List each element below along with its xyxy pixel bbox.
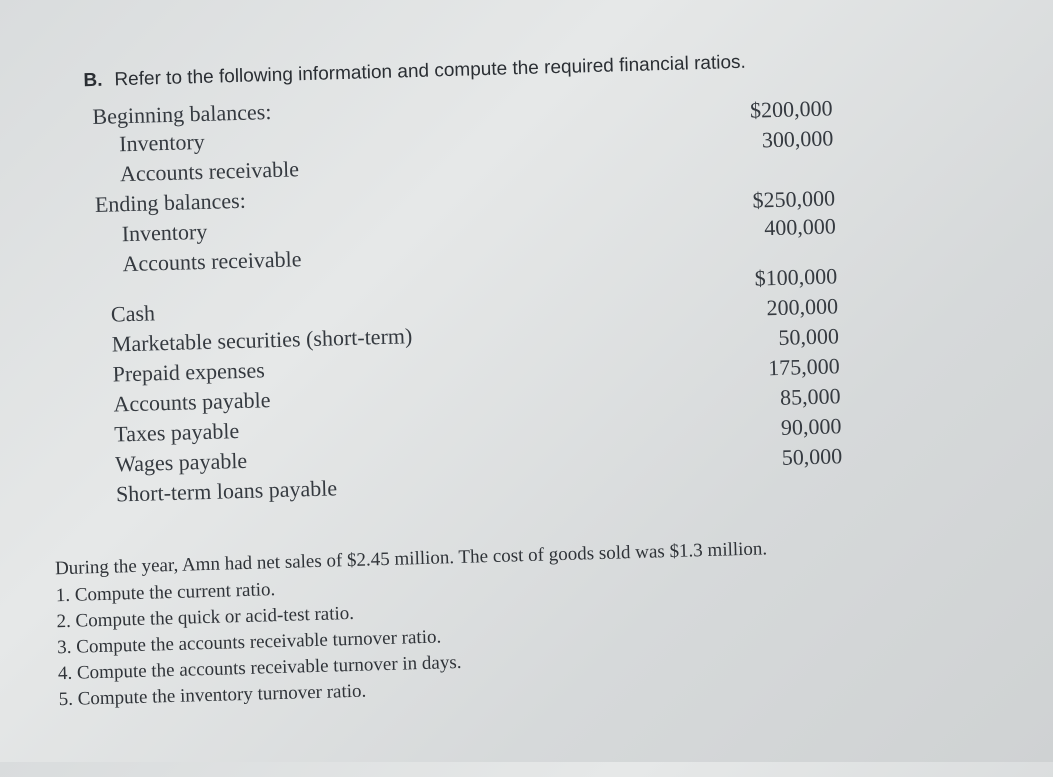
ending-inventory-label: Inventory xyxy=(121,218,208,247)
beginning-inventory-label: Inventory xyxy=(118,128,206,157)
prepaid-expenses-value: 50,000 xyxy=(778,323,840,350)
question-5: 5. Compute the inventory turnover ratio. xyxy=(58,680,367,711)
wages-payable-label: Wages payable xyxy=(114,447,248,477)
ending-inventory-value: $250,000 xyxy=(752,185,836,213)
beginning-ar-label: Accounts receivable xyxy=(119,156,300,187)
accounts-payable-value: 175,000 xyxy=(767,353,841,381)
accounts-payable-label: Accounts payable xyxy=(113,387,271,417)
short-term-loans-value: 50,000 xyxy=(781,443,843,470)
ending-ar-value: 400,000 xyxy=(763,213,837,241)
question-3: 3. Compute the accounts receivable turnover ratio. xyxy=(56,626,442,659)
short-term-loans-label: Short-term loans payable xyxy=(115,475,338,507)
question-2: 2. Compute the quick or acid-test ratio. xyxy=(56,602,355,633)
ending-balances-title: Ending balances: xyxy=(94,187,247,217)
wages-payable-value: 90,000 xyxy=(780,413,842,440)
taxes-payable-label: Taxes payable xyxy=(113,418,240,447)
question-1: 1. Compute the current ratio. xyxy=(55,579,276,607)
sales-paragraph: During the year, Amn had net sales of $2.45 million. The cost of goods sold was $1.3 million. xyxy=(54,538,768,580)
marketable-securities-label: Marketable securities (short-term) xyxy=(111,323,413,357)
cash-label: Cash xyxy=(110,300,156,327)
prepaid-expenses-label: Prepaid expenses xyxy=(112,357,266,387)
problem-instruction: Refer to the following information and compute the required financial ratios. xyxy=(114,51,747,91)
question-4: 4. Compute the accounts receivable turnover in days. xyxy=(57,651,462,685)
problem-number: B. xyxy=(83,69,103,92)
beginning-ar-value: 300,000 xyxy=(761,125,834,153)
beginning-balances-title: Beginning balances: xyxy=(92,99,272,130)
ending-ar-label: Accounts receivable xyxy=(122,246,302,277)
marketable-securities-value: 200,000 xyxy=(766,293,839,321)
taxes-payable-value: 85,000 xyxy=(779,383,841,410)
beginning-inventory-value: $200,000 xyxy=(749,95,833,123)
cash-value: $100,000 xyxy=(754,263,838,291)
problem-heading xyxy=(83,52,746,92)
